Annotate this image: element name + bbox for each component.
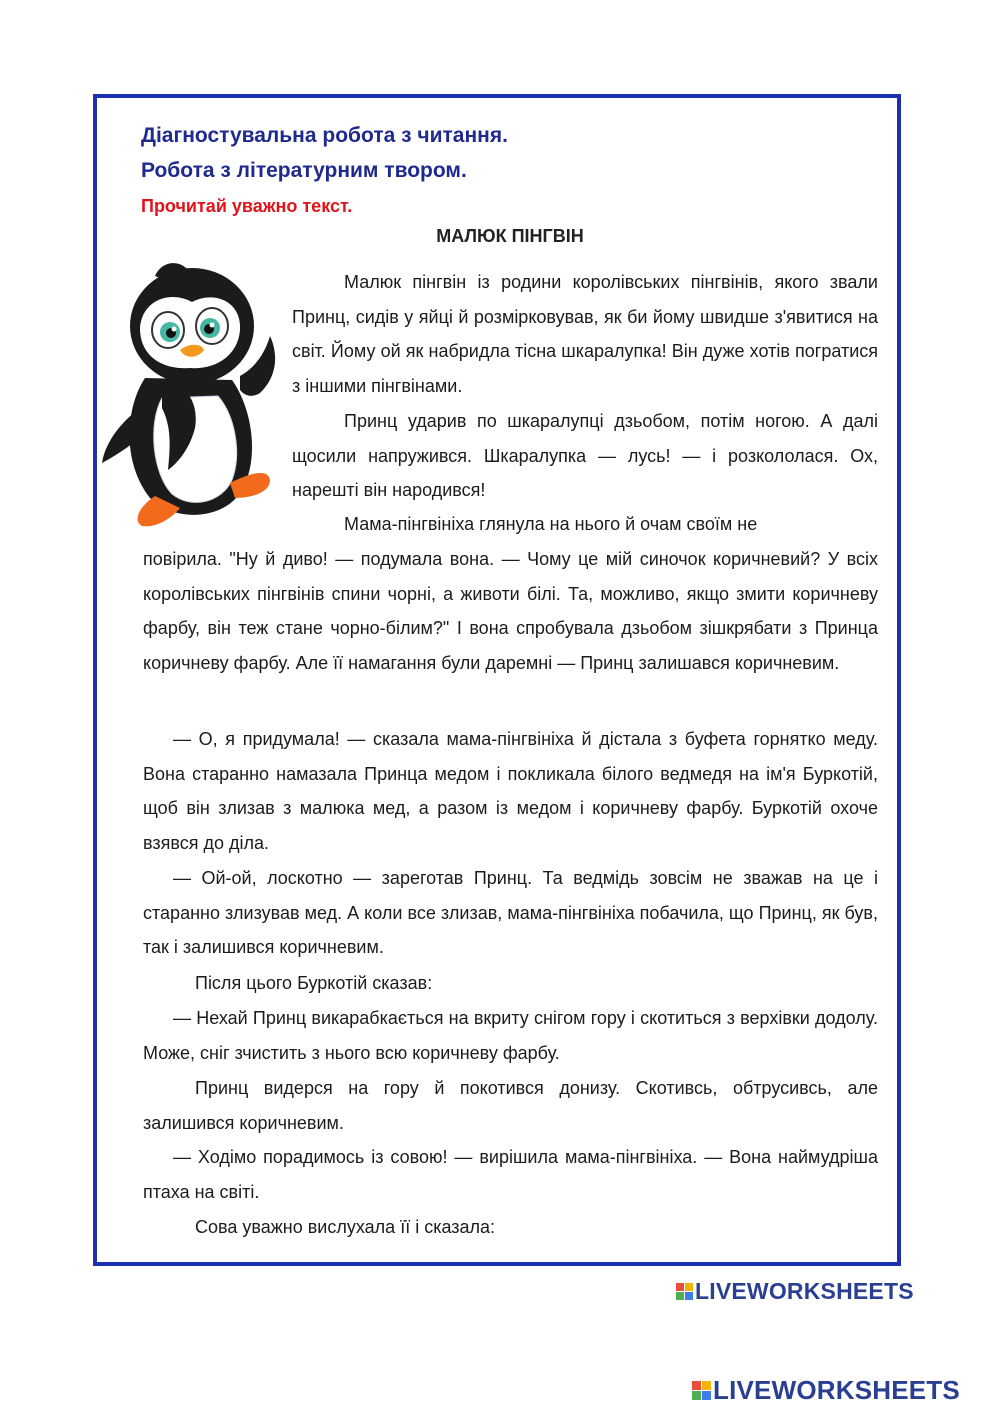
story-paragraph-1: Малюк пінгвін із родини королівських пінгвінів, якого звали Принц, сидів у яйці й розмірковував, як би йому швидше з'явитися на світ. Йому ой як набридла тісна шкаралупка! Він дуже хотів погратися з іншими пінгвінами. <box>292 272 878 396</box>
liveworksheets-logo <box>676 1278 914 1305</box>
story-paragraph-7: — Нехай Принц викарабкається на вкриту снігом гору і скотиться з верхівки додолу. Може, сніг зчистить з нього всю коричневу фарбу. <box>143 1008 878 1063</box>
story-paragraph-9: — Ходімо порадимось із совою! — вирішила мама-пінгвініха. — Вона наймудріша птаха на світі. <box>143 1147 878 1202</box>
heading-line-2: Робота з літературним твором. <box>141 159 467 182</box>
story-paragraph-10: Сова уважно вислухала її і сказала: <box>195 1217 496 1237</box>
penguin-illustration <box>100 258 280 530</box>
instruction-text: Прочитай уважно текст. <box>141 196 353 216</box>
story-paragraph-5: — Ой-ой, лоскотно — зареготав Принц. Та ведмідь зовсім не зважав на це і старанно злизував мед. А коли все злизав, мама-пінгвініха побачила, що Принц, як був, так і залишився коричневим. <box>143 868 878 958</box>
story-paragraph-4: — О, я придумала! — сказала мама-пінгвініха й дістала з буфета горнятко меду. Вона старанно намазала Принца медом і покликала білого ведмедя на ім'я Буркотій, щоб він злизав з малюка мед, а разом із медом і коричневу фарбу. Буркотій охоче взявся до діла. <box>143 729 878 853</box>
story-paragraph-2: Принц ударив по шкаралупці дзьобом, потім ногою. А далі щосили напружився. Шкаралупка — лусь! — і розкололася. Ох, нарешті він народився! <box>292 411 878 501</box>
liveworksheets-logo-footer <box>692 1375 960 1406</box>
story-paragraph-3-lead: Мама-пінгвініха глянула на нього й очам своїм не <box>344 514 758 534</box>
story-paragraph-6: Після цього Буркотій сказав: <box>195 973 433 993</box>
logo-cubes-icon <box>692 1381 711 1400</box>
story-paragraph-8: Принц видерся на гору й покотився донизу. Скотивсь, обтрусивсь, але залишився коричневим. <box>143 1078 878 1133</box>
logo-cubes-icon <box>676 1283 693 1300</box>
logo-text: LIVEWORKSHEETS <box>695 1278 914 1304</box>
story-title: МАЛЮК ПІНГВІН <box>436 226 584 246</box>
heading-line-1: Діагностувальна робота з читання. <box>141 124 508 147</box>
logo-text: LIVEWORKSHEETS <box>713 1375 960 1405</box>
story-paragraph-3: повірила. "Ну й диво! — подумала вона. — Чому це мій синочок коричневий? У всіх королівських пінгвінів спини чорні, а животи білі. Та, можливо, якщо змити коричневу фарбу, він теж стане чорно-білим?" І вона спробувала дзьобом зішкрябати з Принца коричневу фарбу. Але її намагання були даремні — Принц залишався коричневим. <box>143 549 878 673</box>
